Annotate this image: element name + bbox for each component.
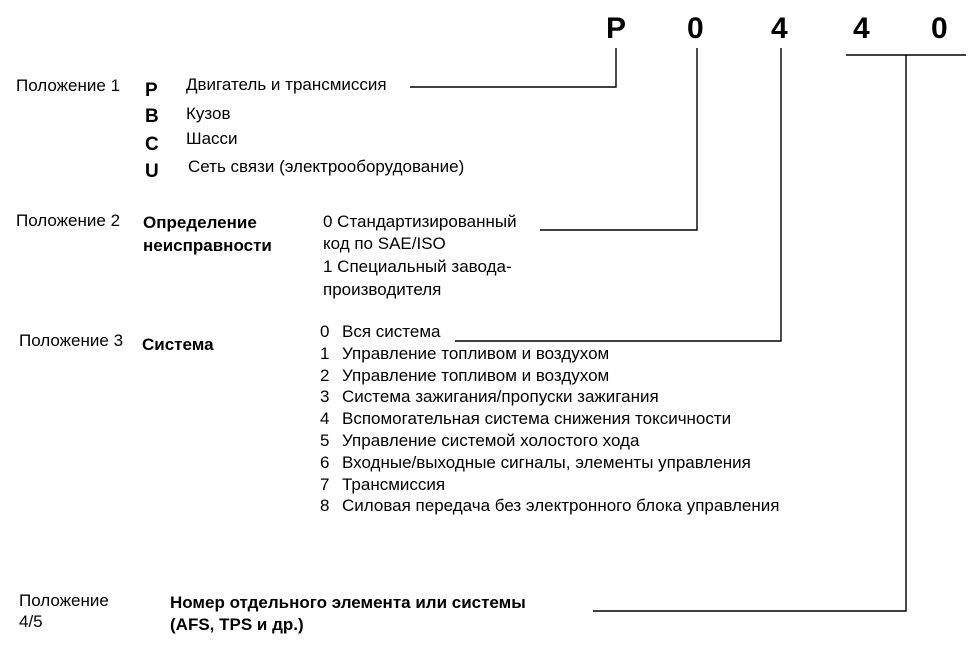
system-item-text: Управление системой холостого хода (342, 430, 640, 450)
code-char-position3: 4 (771, 12, 788, 45)
system-list-item (320, 343, 779, 365)
position1-option-text: Сеть связи (электрооборудование) (188, 157, 465, 176)
position1-letter-c: C (145, 134, 159, 155)
system-item-text: Силовая передача без электронного блока управления (342, 496, 780, 516)
system-item-number: 4 (320, 409, 330, 429)
position45-label-line2: 4/5 (19, 612, 43, 631)
position2-label: Положение 2 (16, 211, 121, 230)
position2-option-line: производителя (323, 280, 442, 299)
system-list-item (320, 495, 779, 517)
system-item-text: Вспомогательная система снижения токсичности (342, 409, 732, 429)
code-char-position4: 4 (853, 12, 870, 45)
system-item-number: 3 (320, 387, 330, 407)
system-item-number: 7 (320, 474, 330, 494)
position1-option-text: Кузов (186, 104, 231, 123)
system-list-item (320, 408, 779, 430)
position3-label: Положение 3 (19, 331, 124, 350)
system-list-item (320, 452, 779, 474)
system-item-number: 2 (320, 365, 330, 385)
position45-title-line1: Номер отдельного элемента или системы (170, 593, 526, 612)
position3-title: Система (142, 335, 214, 354)
position1-letter-b: B (145, 106, 159, 127)
system-list-item (320, 365, 779, 387)
position1-label: Положение 1 (16, 76, 121, 95)
system-item-text: Входные/выходные сигналы, элементы управления (342, 452, 751, 472)
position1-option-text: Шасси (186, 129, 238, 148)
system-list-item (320, 321, 779, 343)
connector-line-position3 (455, 48, 781, 341)
connector-line-position1 (410, 48, 616, 87)
position3-system-list (320, 321, 779, 517)
system-list-item (320, 474, 779, 496)
code-char-position5: 0 (931, 12, 948, 45)
connector-line-position2 (540, 48, 697, 230)
system-item-text: Трансмиссия (342, 474, 446, 494)
system-list-item (320, 386, 779, 408)
system-item-number: 1 (320, 343, 330, 363)
code-char-position1: P (606, 12, 627, 45)
position2-option-line: 1 Специальный завода- (323, 257, 512, 276)
position1-letter-p: P (145, 80, 158, 101)
position2-option-line: 0 Стандартизированный (323, 212, 517, 231)
position2-title-line1: Определение (143, 213, 257, 232)
system-item-text: Управление топливом и воздухом (342, 343, 610, 363)
system-item-text: Система зажигания/пропуски зажигания (342, 387, 659, 407)
system-list-item (320, 430, 779, 452)
position2-option-line: код по SAE/ISO (323, 234, 446, 253)
system-item-text: Вся система (342, 322, 441, 341)
system-item-number: 0 (320, 322, 330, 341)
system-item-number: 6 (320, 452, 330, 472)
position45-title-line2: (AFS, TPS и др.) (170, 615, 304, 634)
system-item-number: 8 (320, 496, 330, 516)
code-char-position2: 0 (687, 12, 704, 45)
system-item-text: Управление топливом и воздухом (342, 365, 610, 385)
position2-title-line2: неисправности (143, 236, 272, 255)
system-item-number: 5 (320, 430, 330, 450)
position1-letter-u: U (145, 161, 159, 182)
position45-label-line1: Положение (19, 591, 109, 610)
position1-option-text: Двигатель и трансмиссия (186, 75, 387, 94)
